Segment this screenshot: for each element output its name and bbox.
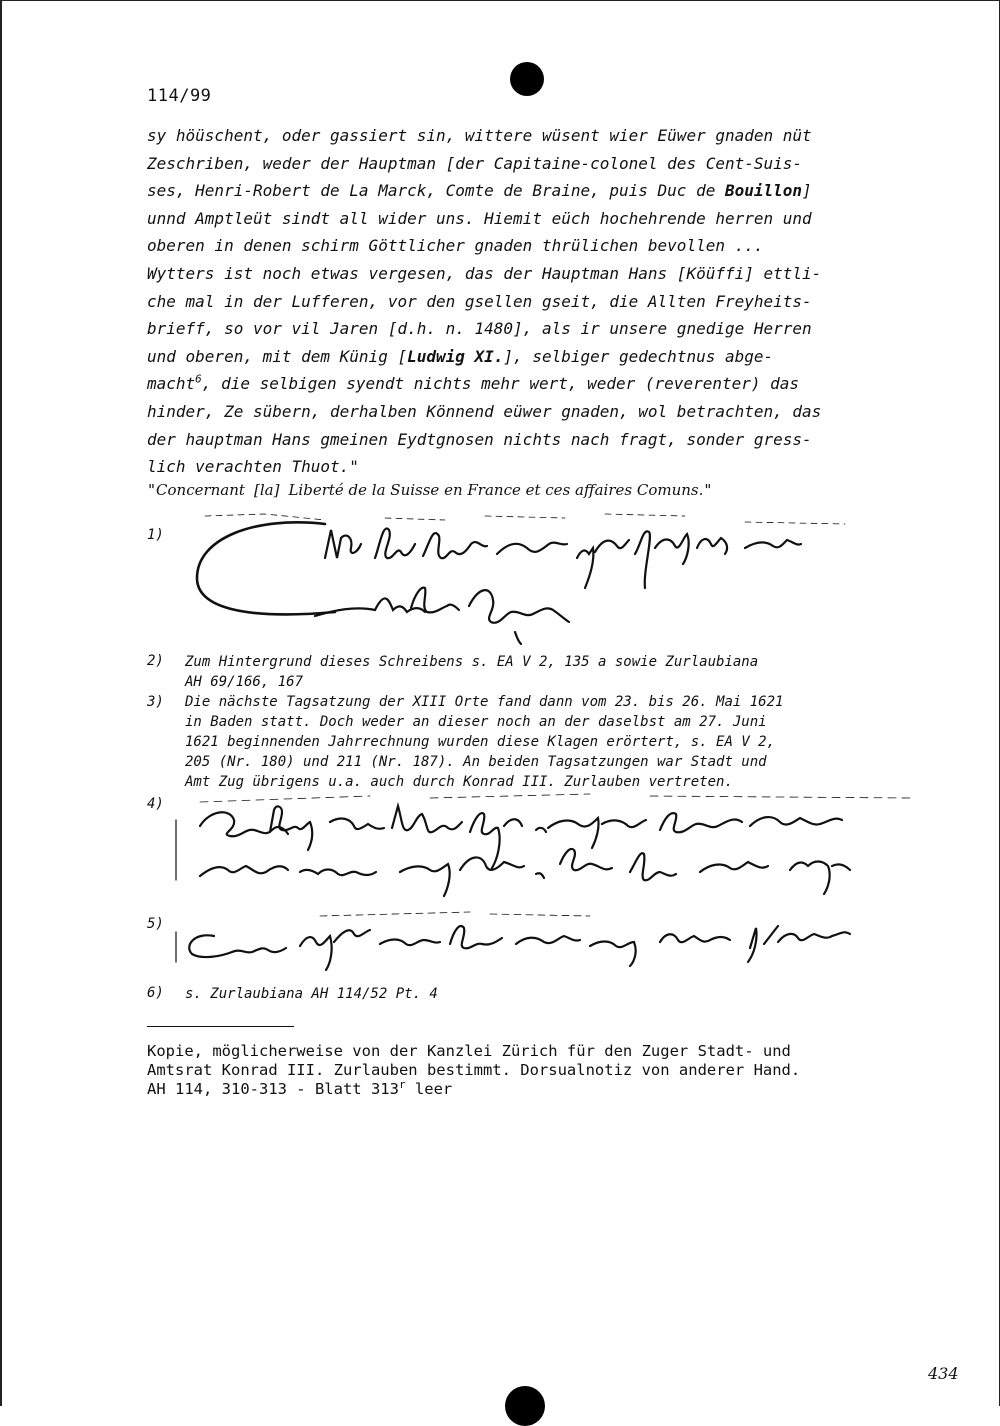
bold-name: Bouillon	[724, 181, 803, 201]
page-reference: 114/99	[147, 86, 212, 106]
footnote-number: 3)	[147, 694, 164, 710]
footnote-marker: 6	[195, 373, 202, 387]
text-line: sy höüschent, oder gassiert sin, wittere wüsent wier Eüwer gnaden nüt	[147, 126, 812, 145]
text-line: unnd Amptleüt sindt all wider uns. Hiemit eüch hochehrende herren und	[147, 208, 812, 228]
text-line: macht$^6$, die selbigen syendt nichts mehr wert, weder (reverenter) das	[147, 373, 800, 394]
footnote-divider	[147, 1026, 294, 1027]
handwriting-facsimile-1	[185, 508, 855, 648]
punch-hole-bottom	[505, 1386, 545, 1426]
text-line: Wytters ist noch etwas vergesen, das der Hauptman Hans [Köüffi] ettli-	[147, 263, 822, 283]
footnote-3: Die nächste Tagsatzung der XIII Orte fand dann vom 23. bis 26. Mai 1621 in Baden statt. Doch weder an dieser noch an der daselbst am 27. Juni 1621 beginnenden Jahrrechnung wurden diese Klagen erörtert, s. EA V 2, 205 (Nr. 180) und 211 (Nr. 187). An beiden Tagsatzungen war Stadt und Amt Zug übrigens u.a. auch durch Konrad III. Zurlauben vertreten.	[185, 694, 784, 790]
text-line: Zeschriben, weder der Hauptman [der Capitaine-colonel des Cent-Suis-	[147, 153, 803, 173]
text-line: hinder, Ze sübern, derhalben Könnend eüwer gnaden, wol betrachten, das	[147, 401, 822, 421]
text-line: brieff, so vor vil Jaren [d.h. n. 1480], als ir unsere gnedige Herren	[147, 319, 812, 339]
bold-name: Ludwig XI.	[407, 346, 504, 366]
footnote-number: 5)	[147, 916, 164, 932]
text-line: lich verachten Thuot."	[147, 457, 359, 477]
punch-hole-top	[510, 62, 544, 96]
handwriting-facsimile-3	[170, 908, 900, 980]
concernant-line: "Concernant [la] Liberté de la Suisse en France et ces affaires Comuns."	[147, 481, 713, 499]
footnote-number: 6)	[147, 985, 164, 1001]
archive-folio-number: 434	[928, 1364, 959, 1383]
handwriting-facsimile-2	[170, 792, 915, 902]
text-line: oberen in denen schirm Göttlicher gnaden thrülichen bevollen ...	[147, 236, 764, 256]
main-text	[147, 122, 907, 481]
footnote-number: 4)	[147, 796, 164, 812]
footnote-6: s. Zurlaubiana AH 114/52 Pt. 4	[185, 986, 438, 1002]
footnote-number: 1)	[147, 527, 164, 543]
editorial-note: Kopie, möglicherweise von der Kanzlei Zürich für den Zuger Stadt- und Amtsrat Konrad III. Zurlauben bestimmt. Dorsualnotiz von anderer Hand. AH 114, 310-313 - Blatt 313$^r$ leer	[147, 1042, 801, 1098]
footnote-number: 2)	[147, 653, 164, 669]
text-line: ses, Henri-Robert de La Marck, Comte de Braine, puis Duc de Bouillon]	[147, 181, 812, 201]
text-line: der hauptman Hans gmeinen Eydtgnosen nichts nach fragt, sonder gress-	[147, 429, 812, 449]
text-line: und oberen, mit dem Künig [Ludwig XI.], selbiger gedechtnus abge-	[147, 346, 774, 366]
footnote-2: Zum Hintergrund dieses Schreibens s. EA V 2, 135 a sowie Zurlaubiana AH 69/166, 167	[185, 654, 759, 690]
text-line: che mal in der Lufferen, vor den gsellen gseit, die Allten Freyheits-	[147, 291, 812, 311]
